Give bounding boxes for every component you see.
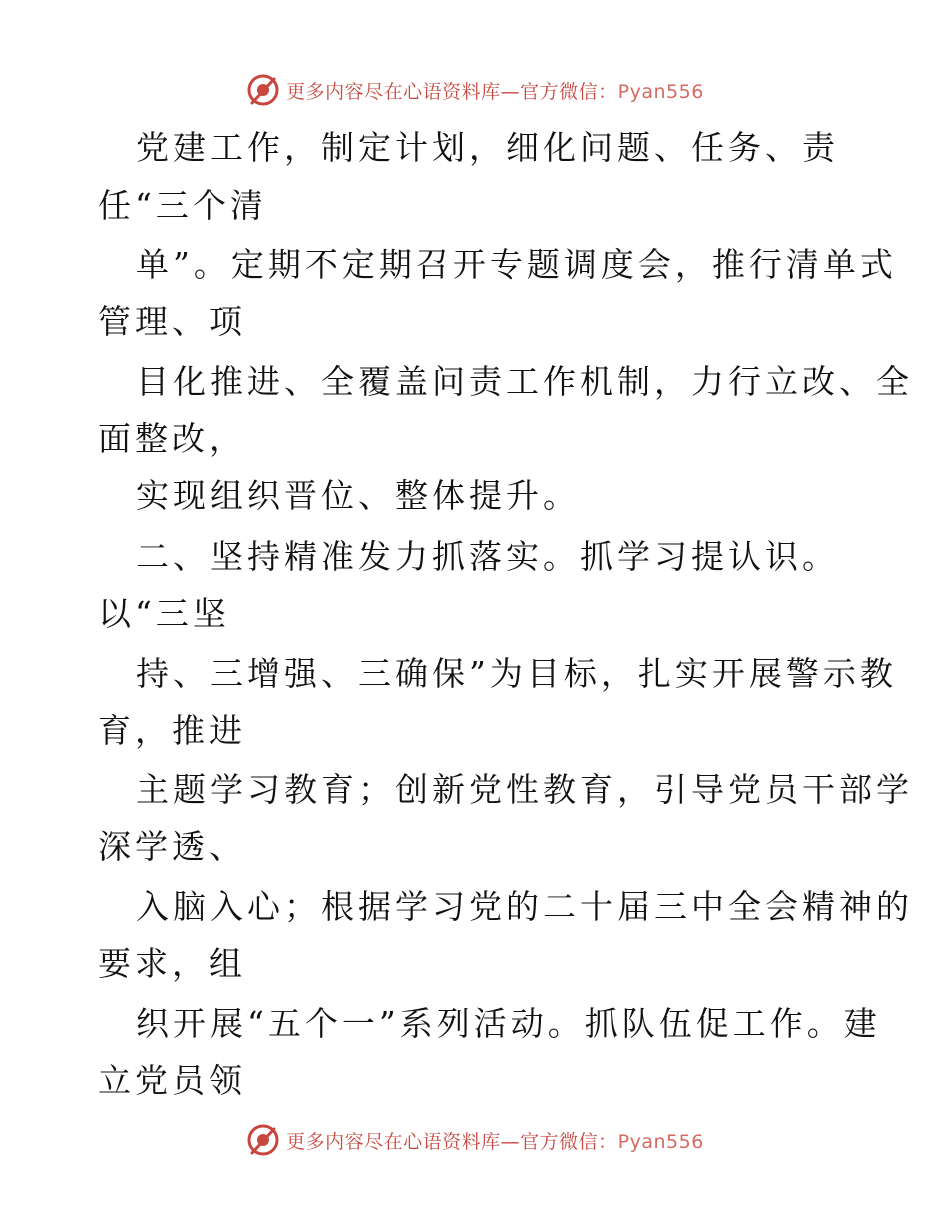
text-line: 以“三坚 (98, 594, 230, 633)
text-line: 育，推进 (98, 711, 246, 750)
text-line: 面整改， (98, 419, 246, 458)
text-line: 任“三个清 (98, 186, 267, 225)
text-line: 深学透、 (98, 827, 246, 866)
text-line: 目化推进、全覆盖问责工作机制，力行立改、全 (136, 362, 913, 401)
text-line: 织开展“五个一”系列活动。抓队伍促工作。建 (136, 1004, 881, 1043)
banner-text: 更多内容尽在心语资料库—官方微信： (286, 80, 618, 103)
footer-watermark-banner (0, 1120, 950, 1160)
text-line: 入脑入心；根据学习党的二十届三中全会精神的 (136, 887, 913, 926)
banner-wechat-id: Pyan556 (617, 80, 704, 103)
header-watermark-banner (0, 70, 950, 110)
banner-text: 更多内容尽在心语资料库—官方微信： (286, 1130, 618, 1153)
quill-logo-icon (246, 73, 280, 107)
text-line: 持、三增强、三确保”为目标，扎实开展警示教 (136, 654, 897, 693)
text-line: 二、坚持精准发力抓落实。抓学习提认识。 (136, 537, 839, 576)
text-line: 管理、项 (98, 302, 246, 341)
text-line: 主题学习教育；创新党性教育，引导党员干部学 (136, 770, 913, 809)
text-line: 要求，组 (98, 944, 246, 983)
quill-logo-icon (246, 1123, 280, 1157)
text-line: 单”。定期不定期召开专题调度会，推行清单式 (136, 245, 897, 284)
text-line: 立党员领 (98, 1061, 246, 1100)
text-line: 党建工作，制定计划，细化问题、任务、责 (136, 128, 839, 167)
text-line: 实现组织晋位、整体提升。 (136, 476, 580, 515)
banner-wechat-id: Pyan556 (617, 1130, 704, 1153)
